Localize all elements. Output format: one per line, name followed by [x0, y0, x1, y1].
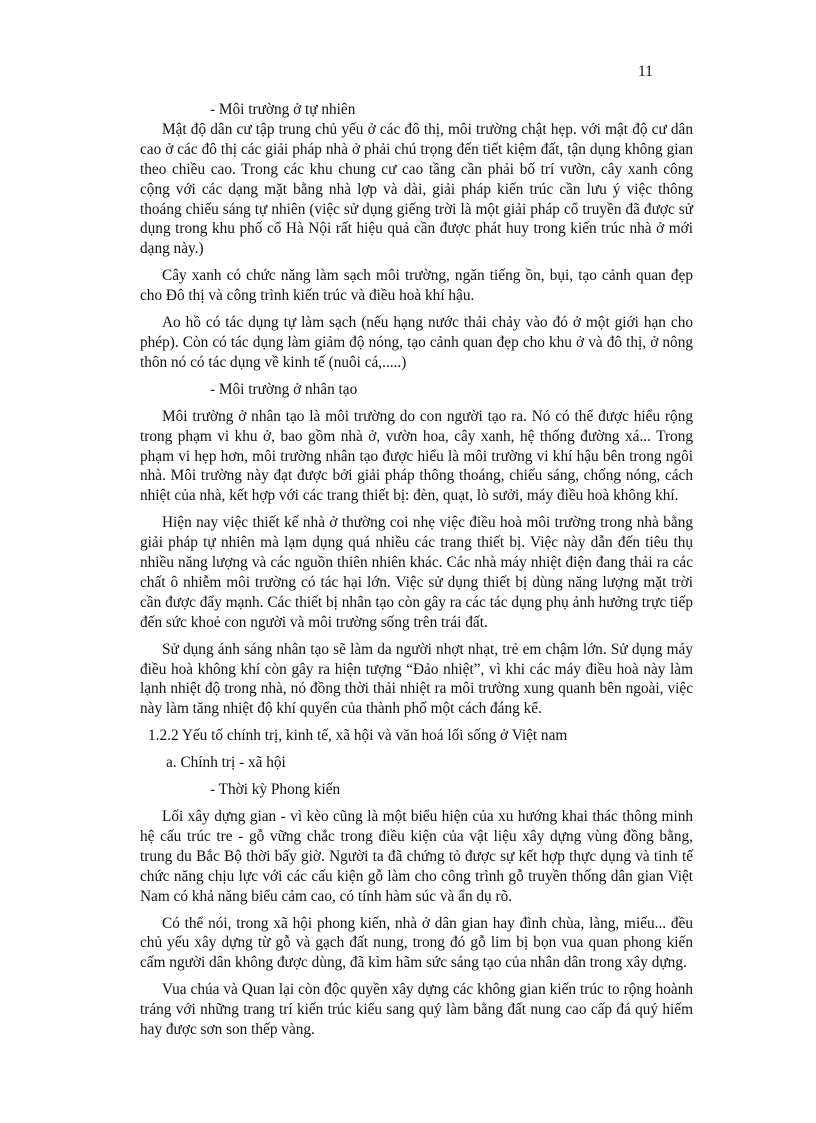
paragraph: Mật độ dân cư tập trung chủ yếu ở các đô thị, môi trường chật hẹp. với mật độ cư dân cao ở các đô thị các giải pháp nhà ở phải chú trọng đến tiết kiệm đất, tận dụng không gian theo chiều cao. Trong các khu chung cư cao tầng cần phải bố trí vườn, cây xanh công cộng với các dạng mặt bằng nhà lợp và dài, giải pháp kiến trúc cần lưu ý việc thông thoáng chiếu sáng tự nhiên (việc sử dụng giếng trời là một giải pháp cổ truyền đã được sử dụng trong khu phố cổ Hà Nội rất hiệu quả cần được phát huy trong kiến trúc nhà ở mới dạng này.)	[140, 120, 693, 258]
subheading-natural-environment: - Môi trường ở tự nhiên	[210, 101, 356, 118]
paragraph: Ao hồ có tác dụng tự làm sạch (nếu hạng nước thải chảy vào đó ở một giới hạn cho phép). Còn có tác dụng làm giảm độ nóng, tạo cảnh quan đẹp cho khu ở và đô thị, ở nông thôn nó có tác dụng về kinh tế (nuôi cá,.....)	[140, 314, 693, 371]
paragraph: Cây xanh có chức năng làm sạch môi trường, ngăn tiếng ồn, bụi, tạo cảnh quan đẹp cho Đô thị và công trình kiến trúc và điều hoà khí hậu.	[140, 267, 693, 305]
paragraph: Hiện nay việc thiết kế nhà ở thường coi nhẹ việc điều hoà môi trường trong nhà bằng giải pháp tự nhiên mà lạm dụng quá nhiều các trang thiết bị. Việc này dẫn đến tiêu thụ nhiều năng lượng và các nguồn thiên nhiên khác. Các nhà máy nhiệt điện đang thải ra các chất ô nhiễm môi trường có tác hại lớn. Việc sử dụng thiết bị dùng năng lượng mặt trời cần được đẩy mạnh. Các thiết bị nhân tạo còn gây ra các tác dụng phụ ảnh hưởng trực tiếp đến sức khoẻ con người và môi trường sống trên trái đất.	[140, 514, 693, 631]
page-number: 11	[638, 63, 653, 80]
subsection-heading: a. Chính trị - xã hội	[166, 754, 286, 772]
subheading-feudal-period: - Thời kỳ Phong kiến	[210, 781, 341, 799]
subheading-artificial-environment: - Môi trường ở nhân tạo	[210, 380, 358, 398]
paragraph: Môi trường ở nhân tạo là môi trường do con người tạo ra. Nó có thể được hiểu rộng trong phạm vi khu ở, bao gồm nhà ở, vườn hoa, cây xanh, hệ thống đường xá... Trong phạm vi hẹp hơn, môi trường nhân tạo được hiểu là môi trường vi khí hậu bên trong ngôi nhà. Môi trường này đạt được bởi giải pháp thông thoáng, chiếu sáng, chống nóng, cách nhiệt của nhà, kết hợp với các trang thiết bị: đèn, quạt, lò sưởi, máy điều hoà không khí.	[140, 407, 693, 505]
section-heading: 1.2.2 Yếu tố chính trị, kinh tế, xã hội và văn hoá lối sống ở Việt nam	[148, 727, 568, 745]
paragraph: Lối xây dựng gian - vì kèo cũng là một biểu hiện của xu hướng khai thác thông minh hệ cấu trúc tre - gỗ vững chắc trong điều kiện của vật liệu xây dựng vùng đồng bằng, trung du Bắc Bộ thời bấy giờ. Người ta đã chứng tỏ được sự kết hợp thực dụng và tinh tế chức năng chịu lực với các cấu kiện gỗ làm cho công trình gỗ truyền thống dân gian Việt Nam có khả năng biểu cảm cao, có tính hàm súc và ẩn dụ rõ.	[140, 808, 693, 905]
paragraph: Sử dụng ánh sáng nhân tạo sẽ làm da người nhợt nhạt, trẻ em chậm lớn. Sử dụng máy điều hoà không khí còn gây ra hiện tượng “Đảo nhiệt”, vì khi các máy điều hoà này làm lạnh nhiệt độ trong nhà, nó đồng thời thải nhiệt ra môi trường xung quanh bên ngoài, việc này làm tăng nhiệt độ khí quyển của thành phố một cách đáng kể.	[140, 640, 693, 718]
document-body	[140, 100, 693, 1040]
paragraph: Vua chúa và Quan lại còn độc quyền xây dựng các không gian kiến trúc to rộng hoành tráng với những trang trí kiến trúc kiểu sang quý làm bằng đất nung cao cấp đá quý hiếm hay được sơn son thếp vàng.	[140, 981, 693, 1039]
paragraph: Có thể nói, trong xã hội phong kiến, nhà ở dân gian hay đình chùa, làng, miếu... đều chủ yếu xây dựng từ gỗ và gạch đất nung, trong đó gỗ lim bị bọn vua quan phong kiến cấm người dân không được dùng, đã kìm hãm sức sáng tạo của nhân dân trong xây dựng.	[140, 914, 693, 972]
